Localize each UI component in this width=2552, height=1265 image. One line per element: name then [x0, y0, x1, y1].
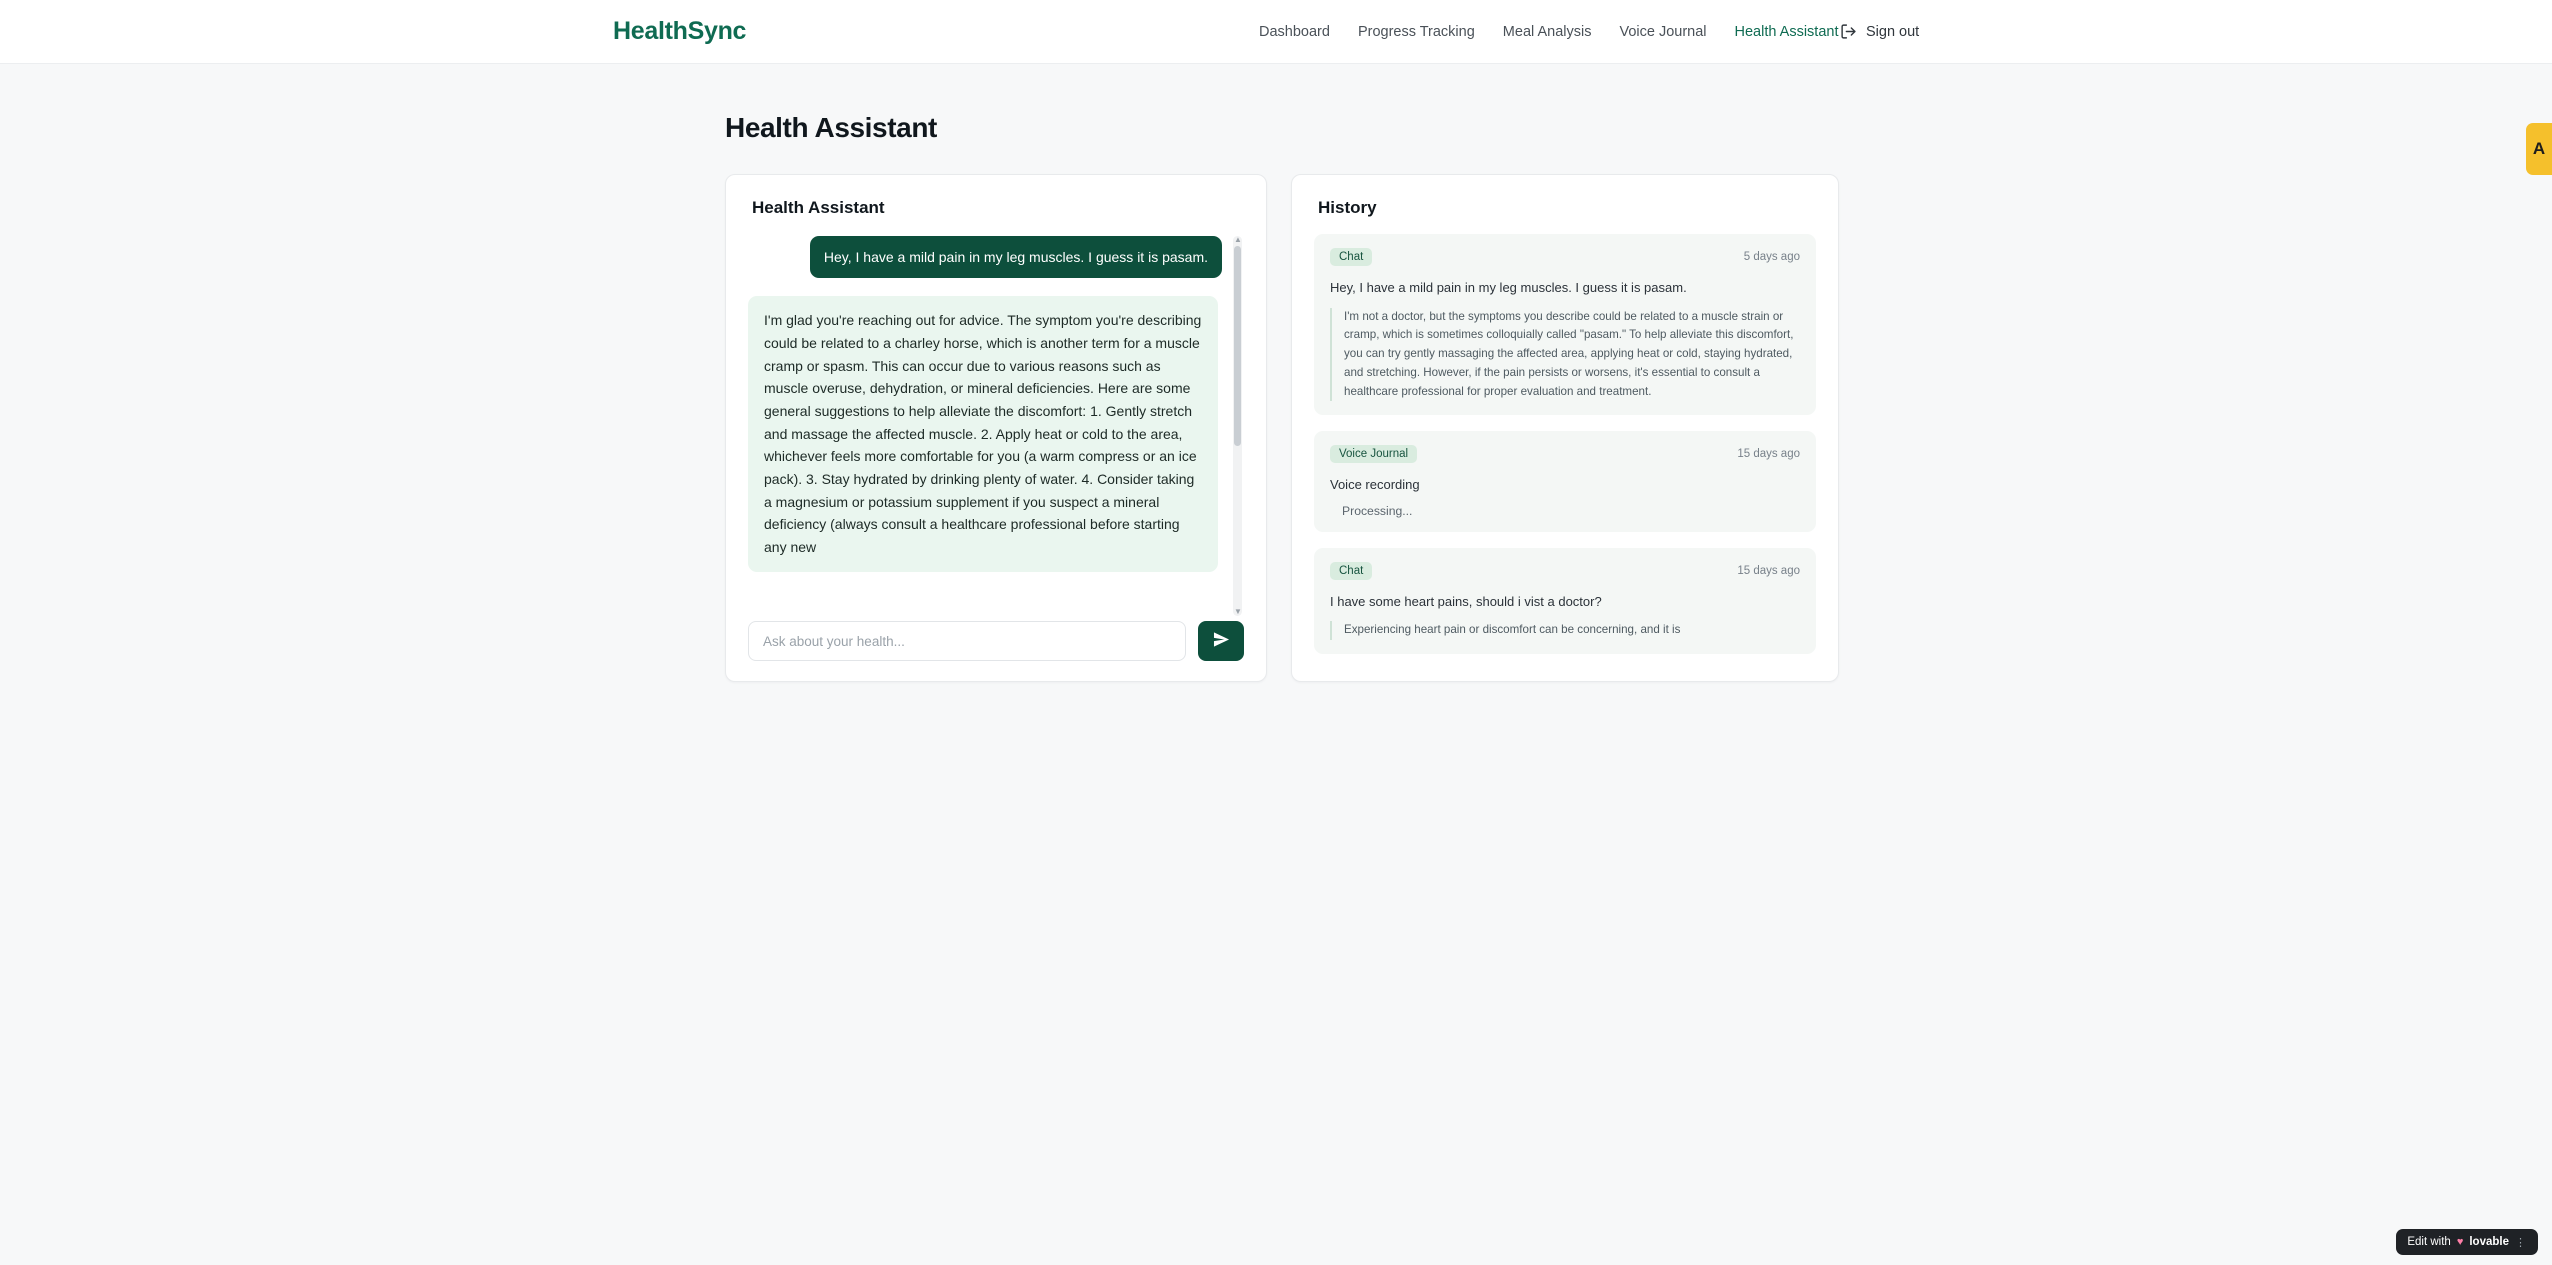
lovable-label: lovable [2469, 1236, 2509, 1248]
scroll-up-arrow-icon[interactable]: ▲ [1234, 235, 1242, 244]
nav-link-dashboard[interactable]: Dashboard [1259, 23, 1330, 40]
chat-scrollbar[interactable] [1233, 236, 1242, 616]
nav-link-voice-journal[interactable]: Voice Journal [1619, 23, 1707, 40]
history-item-text: Hey, I have a mild pain in my leg muscles. I guess it is pasam. [1330, 280, 1687, 295]
nav-link-progress-tracking[interactable]: Progress Tracking [1357, 23, 1475, 40]
chat-bubble-user: Hey, I have a mild pain in my leg muscles. I guess it is pasam. [810, 236, 1222, 278]
history-item-time: 5 days ago [1743, 251, 1800, 263]
history-item-text: I have some heart pains, should i vist a doctor? [1330, 593, 1602, 609]
history-item-text: Voice recording [1330, 477, 1420, 493]
sign-out-button[interactable] [1840, 23, 1919, 40]
top-navbar [0, 0, 2552, 64]
nav-link-meal-analysis[interactable]: Meal Analysis [1502, 23, 1592, 40]
sign-out-label: Sign out [1866, 23, 1920, 40]
chat-composer [726, 605, 1266, 681]
chat-row-user [748, 236, 1244, 278]
history-item-header [1330, 248, 1800, 266]
scroll-down-arrow-icon[interactable]: ▼ [1234, 607, 1242, 616]
heart-icon: ♥ [2456, 1236, 2464, 1248]
status-badge: Voice Journal [1330, 445, 1417, 463]
history-item-reply: I'm not a doctor, but the symptoms you describe could be related to a muscle strain or cramp, which is sometimes colloquially called "pasam." To help alleviate this discomfort, you can try gently massaging the affected area, applying heat or cold, staying hydrated, and stretching. However, if the pain persists or worsens, it's essential to consult a healthcare professional for proper evaluation and treatment. [1330, 308, 1800, 402]
send-message-button[interactable] [1198, 621, 1244, 661]
history-item-status: Processing... [1342, 503, 1413, 518]
list-item[interactable] [1314, 234, 1816, 415]
history-item-reply: Experiencing heart pain or discomfort can be concerning, and it is [1330, 621, 1800, 640]
assistant-card-title: Health Assistant [752, 198, 885, 217]
chat-message-area [748, 235, 1244, 616]
history-list [1292, 218, 1838, 654]
list-item[interactable] [1314, 431, 1816, 532]
more-options-icon[interactable]: ⋮ [2515, 1236, 2527, 1249]
history-card-title: History [1318, 198, 1377, 217]
list-item[interactable] [1314, 548, 1816, 654]
chat-scrollbar-thumb[interactable] [1234, 246, 1241, 446]
accessibility-widget-button[interactable] [2526, 123, 2552, 175]
history-item-header [1330, 562, 1800, 580]
brand-logo[interactable]: HealthSync [613, 17, 747, 45]
content-columns [725, 174, 2552, 682]
edit-with-lovable-badge[interactable] [2396, 1229, 2538, 1255]
history-item-time: 15 days ago [1737, 564, 1800, 577]
edit-with-label: Edit with [2407, 1236, 2451, 1248]
assistant-card [725, 174, 1267, 682]
nav-link-health-assistant[interactable]: Health Assistant [1734, 23, 1839, 40]
page-title: Health Assistant [725, 112, 937, 143]
history-item-header [1330, 445, 1800, 463]
send-icon [1212, 630, 1231, 652]
history-item-time: 15 days ago [1737, 448, 1800, 461]
history-card [1291, 174, 1839, 682]
page-body [0, 64, 2552, 682]
status-badge: Chat [1330, 248, 1372, 266]
accessibility-icon: A [2532, 139, 2546, 158]
sign-out-icon [1840, 23, 1857, 40]
status-badge: Chat [1330, 562, 1372, 580]
chat-row-assistant [748, 296, 1244, 571]
chat-bubble-assistant: I'm glad you're reaching out for advice. The symptom you're describing could be related to a charley horse, which is another term for a muscle cramp or spasm. This can occur due to various reasons such as muscle overuse, dehydration, or mineral deficiencies. Here are some general suggestions to help alleviate the discomfort: 1. Gently stretch and massage the affected muscle. 2. Apply heat or cold to the area, whichever feels more comfortable for you (a warm compress or an ice pack). 3. Stay hydrated by drinking plenty of water. 4. Consider taking a magnesium or potassium supplement if you suspect a mineral deficiency (always consult a healthcare professional before starting any new [748, 296, 1218, 571]
health-question-input[interactable] [748, 621, 1186, 661]
nav-links [1259, 24, 1839, 40]
